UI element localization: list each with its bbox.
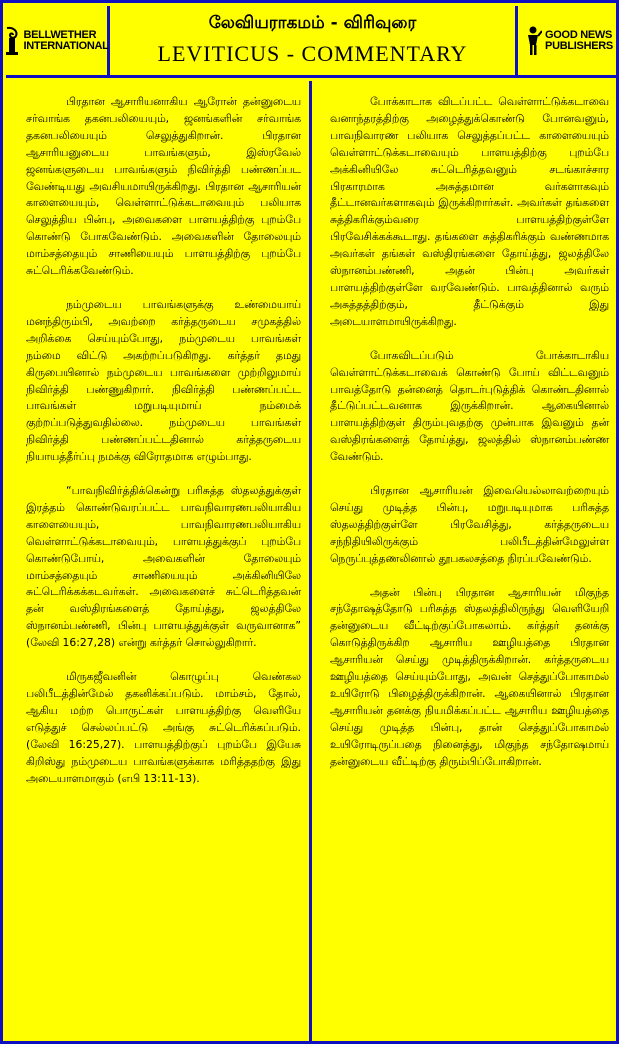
left-paragraph-1: பிரதான ஆசாரியனாகிய ஆரோன் தன்னுடைய சர்வாங்க தகனபலியையும், ஜனங்களின் சர்வாங்க தகனபலியையும் செலுத்துகிறான். பிரதான ஆசாரியனுடைய பாவங்களும், இஸ்ரவேல் ஜனங்களுடைய பாவங்களும் நிவிர்த்தி பண்ணப்பட வேண்டியது அவசியமாயிருக்கிறது. பிரதான ஆசாரியன் காளையையும், வெள்ளாட்டுக்கடாவையும் பலியாக செலுத்திய பின்பு, அவைகளை பாளயத்திற்கு புறம்பே கொண்டு போகவேண்டும். அவைகளின் தோலையும் மாம்சத்தையும் சாணியையும் பாளயத்திற்கு புறம்பே சுட்டெரிக்கவேண்டும். — [26, 95, 301, 278]
right-column — [312, 81, 619, 1044]
left-paragraph-2: நம்முடைய பாவங்களுக்கு உண்மையாய் மனந்திரும்பி, அவற்றை கர்த்தருடைய சமுகத்தில் அறிக்கை செய்யும்போது, நம்முடைய பாவங்கள் நம்மை விட்டு அகற்றப்படுகிறது. கர்த்தர் தமது கிருபையினால் நம்முடைய பாவங்களை முற்றிலுமாய் நிவிர்த்தி பண்ணுகிறார். நிவிர்த்தி பண்ணப்பட்ட பாவங்கள் மறுபடியுமாய் நம்மைக் குற்றப்படுத்துவதில்லை. நம்முடைய பாவங்கள் நிவிர்த்தி பண்ணப்பட்டதினால் கர்த்தருடைய நியாயத்தீர்ப்பு நமக்கு விரோதமாக எழும்பாது. — [26, 297, 301, 464]
left-logo-line2: INTERNATIONAL — [23, 39, 109, 52]
right-paragraph-4: அதன் பின்பு பிரதான ஆசாரியன் மிகுந்த சந்தோஷத்தோடு பரிசுத்த ஸ்தலத்திலிருந்து வெளியேறி தன்னுடைய வீட்டிற்குப்போகலாம். கர்த்தர் தனக்கு கொடுத்திருக்கிற ஆசாரிய ஊழியத்தை பிரதான ஆசாரியன் செய்து முடித்திருக்கிறான். கர்த்தருடைய ஊழியத்தை செய்யும்போது, அவன் செத்துப்போகாமல் உயிரோடு பிழைத்திருக்கிறான். ஆகையினால் பிரதான ஆசாரியன் தனக்கு நியமிக்கப்பட்ட ஆசாரிய ஊழியத்தை செய்து முடித்த பின்பு, தான் செத்துப்போகாமல் உயிரோடிருப்பதை நினைத்து, மிகுந்த சந்தோஷமாய் தன்னுடைய வீட்டிற்கு திரும்பிப்போகிறான். — [330, 585, 609, 768]
right-paragraph-3: பிரதான ஆசாரியன் இவையெல்லாவற்றையும் செய்து முடித்த பின்பு, மறுபடியுமாக பரிசுத்த ஸ்தலத்திற்குள்ளே பிரவேசித்து, கர்த்தருடைய சந்நிதியிலிருக்கும் பலிபீடத்தின்மேலுள்ள நெருப்புத்தணலினால் தூபகலசத்தை நிரப்பவேண்டும். — [330, 484, 609, 565]
right-paragraph-1: போக்காடாக விடப்பட்ட வெள்ளாட்டுக்கடாவை வனாந்தரத்திற்கு அழைத்துக்கொண்டு போனவனும், பாவநிவாரண பலியாக செலுத்தப்பட்ட காளையையும் வெள்ளாட்டுக்கடாவையும் பாளயத்திற்கு புறம்பே அக்கினியிலே சுட்டெரித்தவனும் சடங்காச்சார பிரகாரமாக அசுத்தமான வர்களாகவும் தீட்டானவர்களாகவும் இருக்கிறார்கள். அவர்கள் தங்களை சுத்திகரிக்கும்வரை பாளயத்திற்குள்ளே பிரவேசிக்கக்கூடாது. தங்களை சுத்திகரிக்கும் வண்ணமாக அவர்கள் தங்கள் வஸ்திரங்களை தோய்த்து, ஜலத்திலே ஸ்நானம்பண்ணி, அதன் பின்பு அவர்கள் பாளயத்திற்குள்ளே வரவேண்டும். பாவத்தினால் வரும் அசுத்தத்திற்கும், தீட்டுக்கும் இது அடையாளமாயிருக்கிறது. — [330, 95, 609, 328]
left-column — [6, 81, 312, 1044]
right-logo-line2: PUBLISHERS — [545, 39, 613, 52]
header — [6, 6, 619, 78]
bellwether-logo — [6, 6, 110, 75]
left-logo-line1: BELLWETHER — [23, 28, 97, 41]
page-title-english: LEVITICUS - COMMENTARY — [157, 41, 468, 66]
right-paragraph-2: போகவிடப்படும் போக்காடாகிய வெள்ளாட்டுக்கடாவைக் கொண்டு போய் விட்டவனும் பாவத்தோடு தன்னைத் தொடர்புடுத்திக் கொண்டதினால் தீட்டுப்பட்டவனாக இருக்கிறான். ஆகையினால் பாளயத்திற்குள் திரும்புவதற்கு முன்பாக இவனும் தன் வஸ்திரங்களைத் தோய்த்து, ஜலத்தில் ஸ்நானம்பண்ண வேண்டும். — [330, 348, 609, 464]
ram-icon — [4, 26, 20, 56]
right-logo-line1: GOOD NEWS — [545, 28, 613, 41]
title-area — [113, 6, 512, 75]
left-paragraph-4: மிருகஜீவனின் கொழுப்பு வெண்கல பலிபீடத்தின்மேல் தகனிக்கப்படும். மாம்சம், தோல், ஆகிய மற்ற பொருட்கள் பாளயத்திற்கு வெளியே எடுத்துச் செல்லப்பட்டு அங்கு சுட்டெரிக்கப்படும். (லேவி 16:25,27). பாளயத்திற்குப் புறம்பே இயேசு கிறிஸ்து நம்முடைய பாவங்களுக்காக மரித்ததற்கு இது அடையாளமாகும் (எபி 13:11-13). — [26, 670, 301, 785]
herald-icon — [524, 25, 542, 57]
page-title-tamil: லேவியராகமம் - விரிவுரை — [208, 13, 417, 33]
good-news-logo — [515, 6, 619, 75]
left-paragraph-3: “பாவநிவிர்த்திக்கென்று பரிசுத்த ஸ்தலத்துக்குள் இரத்தம் கொண்டுவரப்பட்ட பாவநிவாரணபலியாகிய காளையையும், பாவநிவாரணபலியாகிய வெள்ளாட்டுக்கடாவையும், பாளயத்துக்குப் புறம்பே கொண்டுபோய், அவைகளின் தோலையும் மாம்சத்தையும் சாணியையும் அக்கினியிலே சுட்டெரிக்கக்கடவர்கள். அவைகளைச் சுட்டெரித்தவன் தன் வஸ்திரங்களைத் தோய்த்து, ஜலத்திலே ஸ்நானம்பண்ணி, பின்பு பாளயத்துக்குள் வருவானாக” (லேவி 16:27,28) என்று கர்த்தர் சொல்லுகிறார். — [26, 484, 301, 650]
